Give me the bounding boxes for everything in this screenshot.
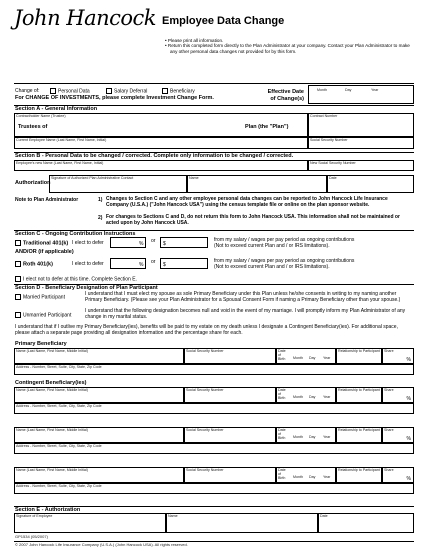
new-ssn-field[interactable]: New Social Security Number [308,160,414,171]
beneficiary-option[interactable]: Beneficiary [162,88,195,94]
beneficiary-dob-field[interactable]: Date of Birth Month Day Year [276,387,336,403]
instruction-item: • Return this completed form directly to the Plan Administrator at your company. Contact your Plan Administrator to make any other personal data changes not provided for by this form. [165,43,410,54]
beneficiary-address-field[interactable]: Address - Number, Street, Suite, City, State, Zip Code [14,443,414,454]
section-a-heading: Section A - General Information [15,106,98,112]
traditional-401k-option[interactable]: Traditional 401(k) [15,240,68,247]
roth-401k-option[interactable]: Roth 401(k) [15,261,53,268]
checkbox[interactable] [106,88,112,94]
traditional-dollar-input[interactable]: $ [160,237,208,248]
effective-date-field[interactable]: Month Day Year [308,85,414,104]
employee-signature-field[interactable]: Signature of Employee [14,513,166,533]
married-text: I understand that I must elect my spouse as sole Primary Beneficiary under this Plan unless he/she consents in writing to my naming another Primary Beneficiary. (Please see your Plan Administrator for a Spousal Consent Form if naming a Primary Beneficiary other than your spouse.) [85,291,401,303]
authorization-label: Authorization [15,180,51,186]
beneficiary-ssn-field[interactable]: Social Security Number [184,427,276,443]
investments-note: For CHANGE OF INVESTMENTS, please complete Investment Change Form. [15,95,214,101]
beneficiary-address-field[interactable]: Address - Number, Street, Suite, City, State, Zip Code [14,483,414,494]
beneficiary-share-field[interactable]: Share % [382,427,414,443]
note-label: Note to Plan Administrator [15,197,79,203]
beneficiary-name-field[interactable]: Name (Last Name, First Name, Middle Initial) [14,387,184,403]
primary-beneficiary-heading: Primary Beneficiary [15,341,67,347]
salary-deferral-option[interactable]: Salary Deferral [106,88,147,94]
employee-date-field[interactable]: Date [318,513,414,533]
contractholder-field[interactable]: Contractholder Name (Trustee) Trustees of Plan (the "Plan") [14,113,308,137]
beneficiary-share-field[interactable]: Share % [382,467,414,483]
copyright: © 2007 John Hancock Life Insurance Company (U.S.A.) (John Hancock USA). All rights reserved. [15,542,188,547]
note-item-1: Changes to Section C and any other employee personal data changes can be reported to John Hancock Life Insurance Company (U.S.A.) ("John Hancock USA") using the census template file or online on the plan sponsor website. [106,196,388,208]
section-b-heading: Section B - Personal Data to be changed / corrected. Complete only information to be changed / corrected. [15,153,294,159]
beneficiary-relationship-field[interactable]: Relationship to Participant [336,348,382,364]
beneficiary-ssn-field[interactable]: Social Security Number [184,467,276,483]
checkbox[interactable] [15,312,21,318]
form-page: John Hancock Employee Data Change • Please print all information. • Return this completed form directly to the Plan Administrator at your company. Contact your Plan Administrator to make any other personal data changes not provided for by this form. Change of: Personal Data Salary Deferral Beneficiary For CHANGE OF INVESTMENTS, please complete Investment Change Form. Effective Date of Change(s) Month Day Year Section A - General Information Contractholder Name (Trustee) Trustees of Plan (the "Plan") Contract Number Current Employee Name (Last Name, First Name, Initial) Social Security Number Section B - Personal Data to be changed / corrected. Complete only information to be changed / corrected. Employee's new Name (Last Name, First Name, Initial) New Social Security Number Authorization Signature of Authorized Plan Administrative Contact Name Date Note to Plan Administrator 1) Changes to Section C and any other employee personal data changes can be reported to John Hancock Life Insurance Company (U.S.A.) ("John Hancock USA") using the census template file or online on the plan sponsor website. 2) For changes to Sections C and D, do not return this form to John Hancock USA. This information shall not be maintained or acted upon by John Hancock USA. Section C - Ongoing Contribution Instructions Traditional 401(k) I elect to defer % or $ from my salary / wages per pay period as ongoing contributions (Not to exceed current Plan and / or IRS limitations). AND/OR (if applicable) Roth 401(k) I elect to defer % or $ from my salary / wages per pay period as ongoing contributions (Not to exceed current Plan and / or IRS limitations). I elect not to defer at this time. Complete Section E. Section D - Beneficiary Designation of Plan Participant Married Participant I understand that I must elect my spouse as sole Primary Beneficiary under this Plan unless he/she consents in writing to my naming another Primary Beneficiary. (Please see your Plan Administrator for a Spousal Consent Form if naming a Primary Beneficiary other than your spouse.) Unmarried Participant I understand that the following designation becomes null and void in the event of my marriage. I will promptly inform my Plan Administrator of any change in my marital status. I understand that if I outlive my Primary Beneficiary(ies), benefits will be paid to my estate on my death unless I designate a Contingent Beneficiary(ies). For additional space, please attach a separate page providing all designation information and the percentage share for each. Primary Beneficiary Name (Last Name, First Name, Middle Initial) Social Security Number Date of Birth Month Day Year Relationship to Participant Share % Address - Number, Street, Suite, City, State, Zip Code Name (Last Name, First Name, Middle Initial) Social Security Number Date of Birth Month Day Year Relationship to Participant Share % Address - Number, Street, Suite, City, State, Zip Code Name (Last Name, First Name, Middle Initial) Social Security Number Date of Birth Month Day Year Relationship to Participant Share % Address - Number, Street, Suite, City, State, Zip Code Name (Last Name, First Name, Middle Initial) Social Security Number Date of Birth Month Day Year Relationship to Participant Share % Address - Number, Street, Suite, City, State, Zip Code Contingent Beneficiary(ies) Section E - Authorization Signature of Employee Name Date GP1534 (05/2007) © 2007 John Hancock Life Insurance Company (U.S.A.) (John Hancock USA). All rights reserved. [0,0,428,554]
married-participant-option[interactable]: Married Participant [15,294,65,300]
checkbox[interactable] [15,240,21,246]
employee-name-field[interactable]: Name [166,513,318,533]
checkbox[interactable] [50,88,56,94]
and-or-label: AND/OR (if applicable) [15,249,74,255]
instructions-list [164,38,414,54]
checkbox[interactable] [15,261,21,267]
checkbox[interactable] [15,294,21,300]
beneficiary-address-field[interactable]: Address - Number, Street, Suite, City, State, Zip Code [14,364,414,375]
beneficiary-name-field[interactable]: Name (Last Name, First Name, Middle Initial) [14,348,184,364]
current-employee-name-field[interactable]: Current Employee Name (Last Name, First Name, Initial) [14,137,308,149]
effective-date-label: Effective Date of Change(s) [267,89,304,102]
form-number: GP1534 (05/2007) [15,534,48,539]
beneficiary-relationship-field[interactable]: Relationship to Participant [336,387,382,403]
unmarried-participant-option[interactable]: Unmarried Participant [15,312,71,318]
beneficiary-share-field[interactable]: Share % [382,387,414,403]
beneficiary-name-field[interactable]: Name (Last Name, First Name, Middle Initial) [14,467,184,483]
john-hancock-logo: John Hancock [14,6,157,30]
beneficiary-name-field[interactable]: Name (Last Name, First Name, Middle Initial) [14,427,184,443]
instruction-item: • Please print all information. [165,38,224,43]
ssn-field[interactable]: Social Security Number [308,137,414,149]
note-item-2: For changes to Sections C and D, do not return this form to John Hancock USA. This information shall not be maintained or acted upon by John Hancock USA. [106,214,400,226]
change-of-label: Change of: [15,88,40,94]
not-defer-option[interactable]: I elect not to defer at this time. Complete Section E. [15,276,137,282]
beneficiary-relationship-field[interactable]: Relationship to Participant [336,467,382,483]
contract-number-field[interactable]: Contract Number [308,113,414,137]
beneficiary-share-field[interactable]: Share % [382,348,414,364]
administrator-signature-field[interactable]: Signature of Authorized Plan Administrative Contact [49,175,187,193]
form-title: Employee Data Change [162,15,285,27]
section-c-heading: Section C - Ongoing Contribution Instructions [15,231,136,237]
beneficiary-dob-field[interactable]: Date of Birth Month Day Year [276,467,336,483]
plan-label: Plan (the "Plan") [245,124,289,130]
unmarried-text: I understand that the following designation becomes null and void in the event of my marriage. I will promptly inform my Plan Administrator of any change in my marital status. [85,308,406,320]
beneficiary-ssn-field[interactable]: Social Security Number [184,387,276,403]
contingent-beneficiary-heading: Contingent Beneficiary(ies) [15,380,87,386]
checkbox[interactable] [15,276,21,282]
beneficiary-ssn-field[interactable]: Social Security Number [184,348,276,364]
administrator-name-field[interactable]: Name [187,175,327,193]
beneficiary-dob-field[interactable]: Date of Birth Month Day Year [276,427,336,443]
administrator-date-field[interactable]: Date [327,175,414,193]
personal-data-option[interactable]: Personal Data [50,88,90,94]
beneficiary-address-field[interactable]: Address - Number, Street, Suite, City, State, Zip Code [14,403,414,414]
section-e-heading: Section E - Authorization [15,507,81,513]
trustees-of-label: Trustees of [18,124,48,130]
checkbox[interactable] [162,88,168,94]
new-employee-name-field[interactable]: Employee's new Name (Last Name, First Name, Initial) [14,160,308,171]
beneficiary-dob-field[interactable]: Date of Birth Month Day Year [276,348,336,364]
beneficiary-relationship-field[interactable]: Relationship to Participant [336,427,382,443]
outlive-text: I understand that if I outlive my Primary Beneficiary(ies), benefits will be paid to my estate on my death unless I designate a Contingent Beneficiary(ies). For additional space, please attach a separate page providing all designation information and the percentage share for each. [15,324,398,336]
section-d-heading: Section D - Beneficiary Designation of Plan Participant [15,285,158,291]
roth-dollar-input[interactable]: $ [160,258,208,269]
